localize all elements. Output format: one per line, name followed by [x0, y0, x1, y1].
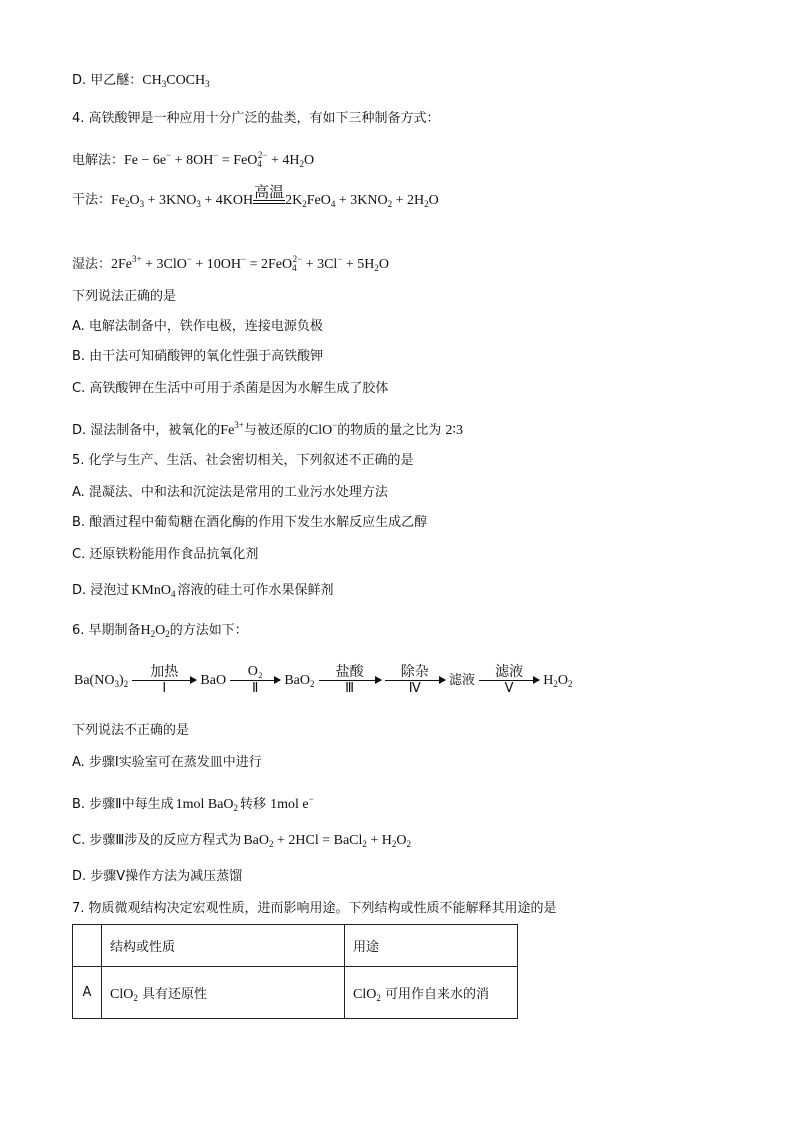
row-use: ClO$_2$ 可用作自来水的消: [345, 967, 518, 1019]
step3-arrow: 盐酸 Ⅲ: [319, 664, 381, 697]
row-property: ClO$_2$ 具有还原性: [102, 967, 345, 1019]
dry-formula-left: $Fe_2O_3 + 3KNO_3 + 4KOH$: [111, 192, 254, 209]
wet-formula: $2Fe^{3+} + 3ClO^- + 10OH^- = 2FeO_4^{2-} + 3Cl^- + 5H_2O$: [111, 254, 390, 273]
formula-h2o2-product: $H_2O_2$: [543, 673, 573, 689]
q4-dry-equation: [72, 184, 439, 213]
q4-option-c: C. 高铁酸钾在生活中可用于杀菌是因为水解生成了胶体: [72, 381, 389, 396]
formula-fe3: $Fe^{3+}$: [220, 420, 244, 438]
q6-process-scheme: [74, 664, 572, 697]
formula-bao2: BaO$_2$: [284, 673, 315, 689]
ratio: 2∶3: [445, 423, 463, 438]
q6-option-c: C. 步骤Ⅲ涉及的反应方程式为 BaO$_2$ + 2HCl = BaCl$_2$ + $H_2O_2$: [72, 833, 412, 849]
q5-option-c: C. 还原铁粉能用作食品抗氧化剂: [72, 547, 259, 562]
q4-option-d: D. 湿法制备中，被氧化的$Fe^{3+}$与被还原的ClO−的物质的量之比为 2∶3: [72, 420, 463, 438]
step1-arrow: 加热 Ⅰ: [132, 664, 196, 697]
q5-stem: 5. 化学与生产、生活、社会密切相关，下列叙述不正确的是: [72, 453, 414, 468]
q4-stem: 4. 高铁酸钾是一种应用十分广泛的盐类，有如下三种制备方式：: [72, 111, 440, 126]
electrolysis-label: 电解法：: [72, 153, 125, 168]
header-cell-property: 结构或性质: [102, 925, 345, 967]
q7-stem: 7. 物质微观结构决定宏观性质，进而影响用途。下列结构或性质不能解释其用途的是: [72, 901, 557, 916]
step5-arrow: 滤液 Ⅴ: [479, 664, 539, 697]
formula-kmno4: KMnO$_4$: [131, 583, 176, 599]
wet-label: 湿法：: [72, 257, 112, 272]
amount-1mol-bao2: 1mol BaO$_2$: [175, 797, 239, 813]
q4-question: 下列说法正确的是: [72, 289, 177, 304]
mid-product: 滤液: [448, 673, 475, 688]
header-cell-empty: [73, 925, 102, 967]
header-cell-use: 用途: [345, 925, 518, 967]
formula-ch3coch3: $CH_3COCH_3$: [142, 73, 210, 89]
q4-electrolysis-equation: [72, 146, 314, 173]
formula-ba-no3-2: $Ba(NO_3)_2$: [74, 673, 129, 689]
formula-h2o2: $H_2O_2$: [140, 623, 170, 639]
q6-option-a: A. 步骤Ⅰ实验室可在蒸发皿中进行: [72, 755, 262, 770]
amount-1mol-e: 1mol e−: [270, 794, 314, 812]
formula-clo2-use: ClO$_2$: [353, 986, 381, 1003]
q5-option-d: D. 浸泡过 KMnO$_4$ 溶液的硅土可作水果保鲜剂: [72, 583, 334, 599]
formula-bao: BaO: [200, 673, 227, 688]
q6-stem: 6. 早期制备$H_2O_2$的方法如下：: [72, 623, 248, 639]
q6-question: 下列说法不正确的是: [72, 723, 190, 738]
q6-option-d: D. 步骤Ⅴ操作方法为减压蒸馏: [72, 869, 243, 884]
table-header-row: [73, 925, 518, 967]
q4-wet-equation: [72, 250, 389, 277]
q7-table: [72, 924, 518, 1019]
formula-clo: ClO−: [308, 420, 338, 438]
electrolysis-formula: $Fe - 6e^- + 8OH^- = FeO_4^{2-} + 4H_2O$: [124, 150, 315, 169]
q6-option-b: B. 步骤Ⅱ中每生成 1mol BaO$_2$ 转移 1mol e−: [72, 794, 314, 813]
q4-option-b: B. 由干法可知硝酸钾的氧化性强于高铁酸钾: [72, 349, 324, 364]
q4-option-a: A. 电解法制备中，铁作电极，连接电源负极: [72, 319, 323, 334]
option-label: D. 甲乙醚：: [72, 73, 143, 88]
q3-option-d: [72, 72, 210, 93]
step4-arrow: 除杂 Ⅳ: [385, 664, 445, 697]
q5-option-a: A. 混凝法、中和法和沉淀法是常用的工业污水处理方法: [72, 485, 388, 500]
dry-condition: 高温: [253, 184, 285, 204]
q5-option-b: B. 酿酒过程中葡萄糖在酒化酶的作用下发生水解反应生成乙醇: [72, 515, 428, 530]
reaction-step3: BaO$_2$ + 2HCl = BaCl$_2$ + $H_2O_2$: [243, 833, 412, 849]
dry-label: 干法：: [72, 192, 112, 208]
step2-arrow: O₂ Ⅱ: [230, 664, 280, 697]
row-label: A: [73, 967, 102, 1019]
formula-clo2: ClO$_2$: [110, 986, 138, 1003]
dry-formula-right: $2K_2FeO_4 + 3KNO_2 + 2H_2O$: [285, 192, 439, 209]
table-row: [73, 967, 518, 1019]
